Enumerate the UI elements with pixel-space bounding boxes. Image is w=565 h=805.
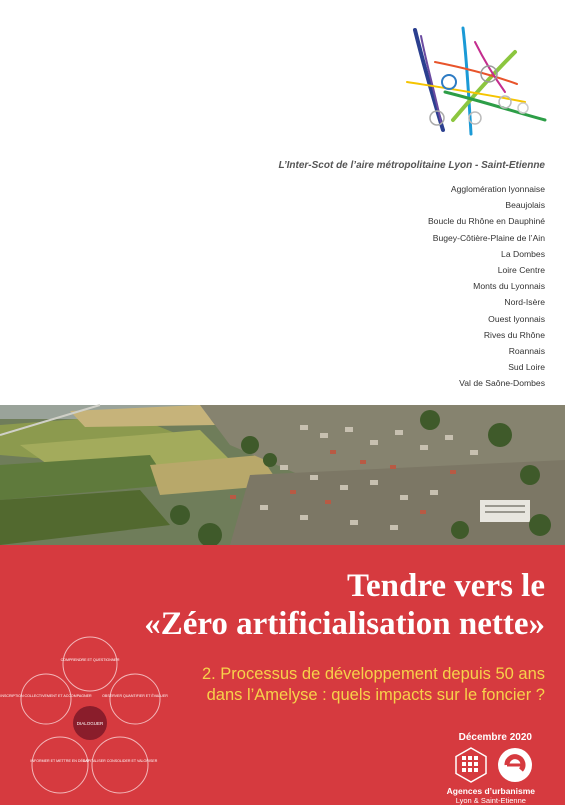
agency-name-line: Lyon & Saint-Etienne: [455, 796, 526, 805]
inter-scot-title: L’Inter-Scot de l’aire métropolitaine Lyon - Saint-Etienne: [278, 160, 545, 171]
territory-item: Val de Saône-Dombes: [459, 378, 545, 389]
diagram-petal-label: OBSERVER QUANTIFIER ET ÉVALUER: [102, 694, 168, 698]
territory-item: Bugey-Côtière-Plaine de l’Ain: [432, 232, 545, 243]
cover-subtitle: [202, 664, 545, 706]
territory-item: Loire Centre: [497, 265, 545, 276]
cover-title-line: Tendre vers le: [347, 568, 545, 604]
cover-band: [0, 545, 565, 805]
territory-item: Rives du Rhône: [483, 329, 545, 340]
inter-scot-logo: [405, 22, 550, 140]
territory-item: Nord-Isère: [504, 297, 545, 308]
territory-list: [428, 181, 545, 392]
diagram-petal-label: COMPRENDRE ET QUESTIONNER: [60, 658, 120, 662]
diagram-petal-label: CAPITALISER CONSOLIDER ET VALORISER: [82, 759, 158, 763]
aerial-photo: [0, 405, 565, 545]
agency-name-line: Agences d’urbanisme: [446, 786, 535, 796]
epures-logo: [498, 748, 532, 782]
agency-logos: [453, 745, 537, 785]
territory-item: Monts du Lyonnais: [473, 281, 545, 292]
territory-item: Boucle du Rhône en Dauphiné: [427, 216, 545, 227]
diagram-petal-label: INFORMER ET METTRE EN DÉBAT: [30, 759, 90, 763]
dialogue-diagram: [0, 637, 168, 802]
diagram-petal-label: INSCRIPTION COLLECTIVEMENT ET ACCOMPAGNER: [0, 694, 92, 698]
territory-item: Beaujolais: [505, 200, 545, 211]
territory-item: Agglomération lyonnaise: [450, 184, 545, 194]
cover-title-line: «Zéro artificialisation nette»: [144, 606, 545, 642]
publication-date: Décembre 2020: [458, 732, 532, 743]
cover-subtitle-line: dans l’Amelyse : quels impacts sur le foncier ?: [206, 686, 545, 704]
territory-item: Roannais: [508, 346, 545, 357]
cover-title: [144, 567, 545, 643]
urba-lyon-logo: [456, 748, 486, 782]
cover-subtitle-line: 2. Processus de développement depuis 50 ans: [201, 665, 545, 683]
territory-item: Sud Loire: [508, 362, 545, 373]
territory-item: Ouest lyonnais: [488, 313, 545, 324]
agency-name: [447, 787, 535, 805]
territory-item: La Dombes: [501, 248, 545, 259]
diagram-center-label: DIALOGUER: [76, 721, 104, 726]
